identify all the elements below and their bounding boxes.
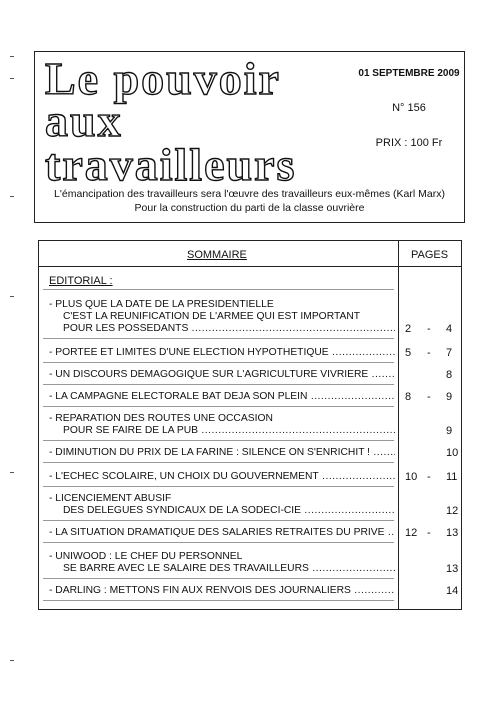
row-divider: [43, 406, 394, 407]
row-divider: [43, 486, 394, 487]
toc-entry: [49, 299, 395, 335]
toc-entry-line: - LA CAMPAGNE ELECTORALE BAT DEJA SON PLEIN .....: [49, 391, 395, 403]
toc-entry: [49, 391, 395, 403]
row-divider: [43, 542, 394, 543]
toc-entry-line: - UNIWOOD : LE CHEF DU PERSONNEL: [49, 551, 243, 562]
page-dash: -: [427, 323, 431, 335]
margin-mark: [10, 56, 14, 57]
motto-quote: L'émancipation des travailleurs sera l'œuvre des travailleurs eux-mêmes (Karl Marx): [54, 188, 445, 200]
issue-date: 01 SEPTEMBRE 2009: [358, 68, 460, 79]
margin-mark: [10, 660, 14, 661]
toc-entry-line: - DIMINUTION DU PRIX DE LA FARINE : SILENCE ON S'ENRICHIT ! .....: [49, 447, 395, 459]
row-divider: [43, 600, 394, 601]
page-from: 8: [405, 391, 412, 403]
toc-entry-line: DES DELEGUES SYNDICAUX DE LA SODECI-CIE .....: [49, 505, 395, 517]
margin-mark: [10, 296, 14, 297]
toc-entry: [49, 347, 395, 359]
row-divider: [43, 289, 394, 290]
page-dash: -: [427, 527, 431, 539]
page-dash: -: [427, 391, 431, 403]
toc-entry-line: - PLUS QUE LA DATE DE LA PRESIDENTIELLE: [49, 299, 274, 310]
header-divider: [39, 266, 461, 267]
page-from: 2: [405, 323, 412, 335]
toc-entry-line: - L'ECHEC SCOLAIRE, UN CHOIX DU GOUVERNEMENT .....: [49, 471, 395, 483]
masthead-title-line1: Le pouvoir: [45, 53, 281, 104]
issue-number: N° 156: [392, 102, 426, 114]
motto-subtitle: Pour la construction du parti de la classe ouvrière: [134, 202, 365, 214]
margin-mark: [10, 78, 14, 79]
toc-entry: [49, 585, 395, 597]
masthead: [34, 51, 465, 223]
margin-mark: [10, 472, 14, 473]
pages-heading: PAGES: [411, 249, 449, 261]
masthead-title-line3: travailleurs: [45, 139, 297, 190]
toc-entry-line: POUR SE FAIRE DE LA PUB .....: [49, 425, 395, 437]
toc-entry: [49, 493, 395, 517]
page-to: 11: [446, 471, 458, 483]
toc-entry-line: - PORTEE ET LIMITES D'UNE ELECTION HYPOTHETIQUE .....: [49, 347, 395, 359]
toc-entry: [49, 447, 395, 459]
row-divider: [43, 362, 394, 363]
page-number: 12: [446, 505, 459, 517]
toc-entry-line: - DARLING : METTONS FIN AUX RENVOIS DES JOURNALIERS .....: [49, 585, 395, 597]
row-divider: [43, 384, 394, 385]
margin-mark: [10, 196, 14, 197]
section-editorial: EDITORIAL :: [49, 275, 113, 287]
toc-entry-line: POUR LES POSSEDANTS .....: [49, 323, 395, 335]
row-divider: [43, 338, 394, 339]
row-divider: [43, 520, 394, 521]
page-to: 4: [446, 323, 453, 335]
toc-entry-line: SE BARRE AVEC LE SALAIRE DES TRAVAILLEURS .....: [49, 563, 395, 575]
page-number: 13: [446, 563, 459, 575]
page-dash: -: [427, 347, 431, 359]
page-number: 9: [446, 425, 453, 437]
toc-entry: [49, 551, 395, 575]
page-to: 9: [446, 391, 453, 403]
page-number: 10: [446, 447, 459, 459]
toc-heading: SOMMAIRE: [187, 249, 247, 261]
toc-entry: [49, 527, 395, 539]
toc-entry-line: - UN DISCOURS DEMAGOGIQUE SUR L'AGRICULTURE VIVRIERE .....: [49, 369, 395, 381]
masthead-title-line2: aux: [45, 95, 123, 146]
page-to: 13: [446, 527, 459, 539]
row-divider: [43, 578, 394, 579]
page-dash: -: [427, 471, 431, 483]
toc-entry-line: - LA SITUATION DRAMATIQUE DES SALARIES RETRAITES DU PRIVE .....: [49, 527, 395, 539]
page-from: 10: [405, 471, 418, 483]
row-divider: [43, 440, 394, 441]
column-divider: [398, 241, 399, 609]
toc-entry: [49, 369, 395, 381]
page-to: 7: [446, 347, 453, 359]
toc-entry-line: - LICENCIEMENT ABUSIF: [49, 493, 172, 504]
page-number: 8: [446, 369, 453, 381]
toc-entry-line: C'EST LA REUNIFICATION DE L'ARMEE QUI EST IMPORTANT: [63, 311, 361, 322]
toc-entry-line: - REPARATION DES ROUTES UNE OCCASION: [49, 413, 273, 424]
page-from: 12: [405, 527, 418, 539]
row-divider: [43, 462, 394, 463]
toc-entry: [49, 471, 395, 483]
issue-price: PRIX : 100 Fr: [375, 137, 443, 149]
page-from: 5: [405, 347, 412, 359]
toc-entry: [49, 413, 395, 437]
table-of-contents: [38, 240, 462, 610]
page-number: 14: [446, 585, 459, 597]
